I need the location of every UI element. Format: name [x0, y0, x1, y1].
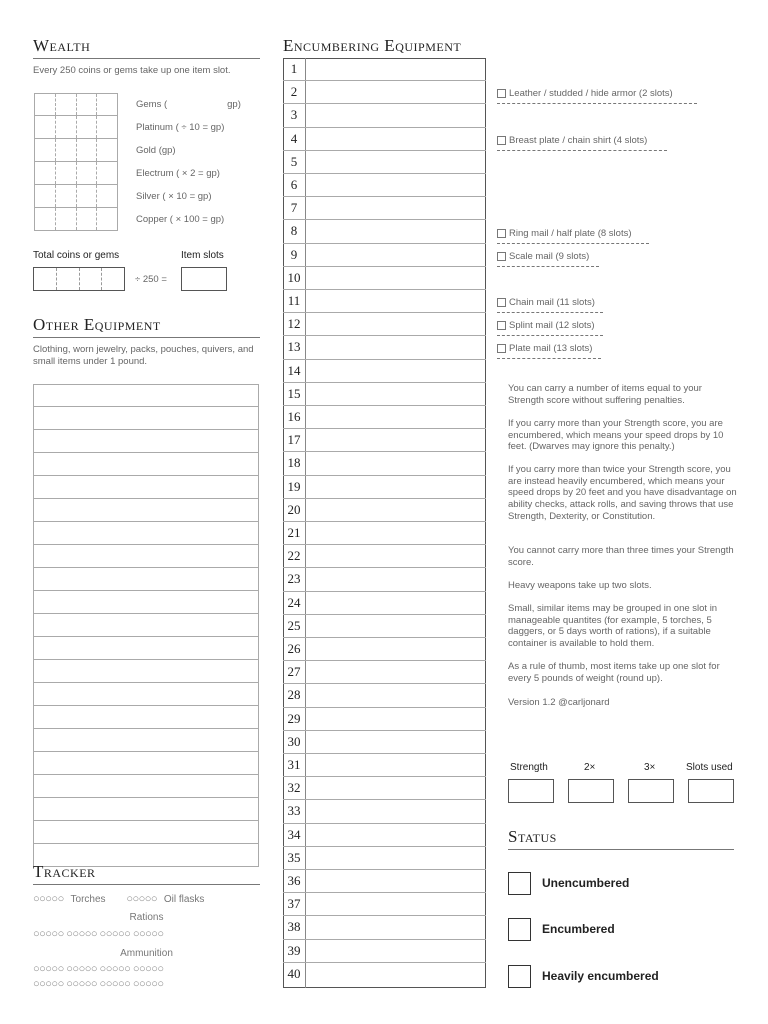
slot-number: 32: [283, 777, 305, 800]
slot-number: 24: [283, 592, 305, 615]
status-divider: [508, 849, 734, 850]
slot-entry[interactable]: [305, 940, 486, 963]
slot-entry[interactable]: [305, 244, 486, 267]
slot-number: 30: [283, 731, 305, 754]
checkbox-icon[interactable]: [497, 89, 506, 98]
slot-number: 3: [283, 104, 305, 127]
slot-entry[interactable]: [305, 151, 486, 174]
slot-entry[interactable]: [305, 429, 486, 452]
armor-breastplate[interactable]: Breast plate / chain shirt (4 slots): [497, 135, 647, 146]
heavily-encumbered-label: Heavily encumbered: [542, 969, 659, 983]
other-equipment-line[interactable]: [33, 545, 259, 568]
oil-label: Oil flasks: [163, 894, 205, 905]
total-coins-input[interactable]: [33, 267, 125, 291]
coin-label-electrum: Electrum ( × 2 = gp): [136, 168, 220, 179]
slot-entry[interactable]: [305, 708, 486, 731]
other-equipment-line[interactable]: [33, 614, 259, 637]
tracker-torches-oil-row: [33, 893, 204, 905]
wealth-divider: [33, 58, 260, 59]
version-label: Version 1.2 @carljonard: [508, 697, 610, 708]
slot-entry[interactable]: [305, 360, 486, 383]
unencumbered-label: Unencumbered: [542, 876, 630, 890]
note-encumbered: If you carry more than your Strength score, you are encumbered, which means your speed drops by 10 feet. (Dwarves may ignore this penalty.): [508, 418, 724, 453]
encumbering-title: Encumbering Equipment: [283, 36, 462, 55]
unencumbered-checkbox[interactable]: [508, 872, 531, 895]
slot-entry[interactable]: [305, 81, 486, 104]
other-equipment-line[interactable]: [33, 660, 259, 683]
slot-entry[interactable]: [305, 313, 486, 336]
strength-label: Strength: [510, 762, 548, 773]
torches-label: Torches: [70, 894, 106, 905]
checkbox-icon[interactable]: [497, 298, 506, 307]
slot-entry[interactable]: [305, 754, 486, 777]
checkbox-icon[interactable]: [497, 321, 506, 330]
armor-ringmail[interactable]: Ring mail / half plate (8 slots): [497, 228, 632, 239]
ammunition-circles-1[interactable]: ○○○○○ ○○○○○ ○○○○○ ○○○○○: [33, 963, 164, 975]
slot-number: 19: [283, 476, 305, 499]
other-equipment-line[interactable]: [33, 522, 259, 545]
encumbered-label: Encumbered: [542, 922, 615, 936]
armor-chainmail[interactable]: Chain mail (11 slots): [497, 297, 595, 308]
item-slots-label: Item slots: [181, 250, 224, 261]
slot-entry[interactable]: [305, 104, 486, 127]
oil-circles[interactable]: ○○○○○: [126, 893, 158, 905]
slot-entry[interactable]: [305, 545, 486, 568]
checkbox-icon[interactable]: [497, 136, 506, 145]
slot-number: 31: [283, 754, 305, 777]
armor-platemail-line: [497, 358, 601, 359]
slot-number: 21: [283, 522, 305, 545]
armor-splintmail[interactable]: Splint mail (12 slots): [497, 320, 595, 331]
slot-number: 15: [283, 383, 305, 406]
rations-label: Rations: [129, 912, 164, 923]
slot-number: 40: [287, 966, 301, 982]
slot-number: 10: [283, 267, 305, 290]
wealth-subtitle: Every 250 coins or gems take up one item slot.: [33, 65, 231, 76]
slot-number: 8: [283, 220, 305, 243]
slot-entry[interactable]: [305, 336, 486, 359]
armor-leather-line: [497, 103, 697, 104]
slot-number: 20: [283, 499, 305, 522]
slot-entry[interactable]: [305, 499, 486, 522]
slot-number: 7: [283, 197, 305, 220]
slot-entry[interactable]: [305, 661, 486, 684]
other-equipment-line[interactable]: [33, 775, 259, 798]
slot-number: 27: [283, 661, 305, 684]
slot-entry[interactable]: [305, 406, 486, 429]
coin-label-platinum: Platinum ( ÷ 10 = gp): [136, 122, 225, 133]
slot-number: 38: [283, 916, 305, 939]
heavily-encumbered-checkbox[interactable]: [508, 965, 531, 988]
tracker-title: Tracker: [33, 862, 96, 881]
coin-input-copper[interactable]: [34, 208, 118, 231]
other-equipment-title: Other Equipment: [33, 315, 161, 334]
slot-entry[interactable]: [305, 58, 486, 81]
slots-used-label: Slots used: [686, 762, 733, 773]
other-equipment-divider: [33, 337, 260, 338]
slot-number: 9: [283, 244, 305, 267]
slot-number: 34: [283, 824, 305, 847]
checkbox-icon[interactable]: [497, 252, 506, 261]
triple-strength-input[interactable]: [628, 779, 674, 803]
slot-entry[interactable]: [305, 893, 486, 916]
tracker-divider: [33, 884, 260, 885]
slot-number: 6: [283, 174, 305, 197]
note-strength: You can carry a number of items equal to your Strength score without suffering penalties.: [508, 383, 702, 406]
slot-entry[interactable]: [305, 128, 486, 151]
slot-number: 17: [283, 429, 305, 452]
slot-entry[interactable]: [305, 568, 486, 591]
slot-entry[interactable]: [305, 197, 486, 220]
slot-entry[interactable]: [305, 290, 486, 313]
slot-number: 36: [283, 870, 305, 893]
slot-number: 12: [283, 313, 305, 336]
slot-number: 1: [283, 58, 305, 81]
rations-circles[interactable]: ○○○○○ ○○○○○ ○○○○○ ○○○○○: [33, 928, 164, 940]
slot-number: 5: [283, 151, 305, 174]
slot-number: 35: [283, 847, 305, 870]
other-equipment-line[interactable]: [33, 407, 259, 430]
other-equipment-line[interactable]: [33, 499, 259, 522]
slot-number: 16: [283, 406, 305, 429]
slot-number: 28: [283, 684, 305, 707]
slot-number: 14: [283, 360, 305, 383]
other-equipment-subtitle: Clothing, worn jewelry, packs, pouches, quivers, and small items under 1 pound.: [33, 344, 254, 367]
slot-number: 33: [283, 800, 305, 823]
checkbox-icon[interactable]: [497, 229, 506, 238]
slot-entry[interactable]: [305, 800, 486, 823]
slot-number: 29: [283, 708, 305, 731]
coin-input-platinum[interactable]: [34, 116, 118, 139]
other-equipment-line[interactable]: [33, 453, 259, 476]
slot-entry[interactable]: [305, 476, 486, 499]
slot-entry[interactable]: [305, 615, 486, 638]
strength-input[interactable]: [508, 779, 554, 803]
slot-entry[interactable]: [305, 824, 486, 847]
armor-chainmail-line: [497, 312, 603, 313]
slot-number: 4: [283, 128, 305, 151]
double-label: 2×: [584, 762, 596, 773]
coin-input-electrum[interactable]: [34, 162, 118, 185]
coin-label-silver: Silver ( × 10 = gp): [136, 191, 212, 202]
slot-number: 11: [283, 290, 305, 313]
slot-entry[interactable]: [305, 963, 486, 986]
coin-label-gold: Gold (gp): [136, 145, 176, 156]
armor-breastplate-line: [497, 150, 667, 151]
other-equipment-line[interactable]: [33, 729, 259, 752]
other-equipment-line[interactable]: [33, 384, 259, 407]
wealth-title: Wealth: [33, 36, 91, 55]
item-slots-input[interactable]: [181, 267, 227, 291]
coin-input-silver[interactable]: [34, 185, 118, 208]
slot-entry[interactable]: [305, 638, 486, 661]
slot-number: 23: [283, 568, 305, 591]
slot-number: 2: [283, 81, 305, 104]
slot-entry[interactable]: [305, 267, 486, 290]
note-grouping: Small, similar items may be grouped in one slot in manageable quantites (for example, 5 torches, 5 daggers, or 5 days worth of rations), if a suitable container is available to hold them.: [508, 603, 718, 650]
other-equipment-line[interactable]: [33, 752, 259, 775]
armor-scalemail[interactable]: Scale mail (9 slots): [497, 251, 589, 262]
torches-circles[interactable]: ○○○○○: [33, 893, 64, 905]
slot-entry[interactable]: [305, 522, 486, 545]
armor-platemail[interactable]: Plate mail (13 slots): [497, 343, 592, 354]
other-equipment-line[interactable]: [33, 591, 259, 614]
slot-number: 26: [283, 638, 305, 661]
slot-number: 39: [283, 940, 305, 963]
note-heavily-encumbered: If you carry more than twice your Strength score, you are instead heavily encumbered, which means your speed drops by 20 feet and you have disadvantage on ability checks, attack rolls, and saving throws that use Strength, Dexterity, or Constitution.: [508, 464, 737, 522]
divide-label: ÷ 250 =: [135, 274, 167, 285]
coin-label-gems: Gems ( gp): [136, 99, 241, 110]
other-equipment-line[interactable]: [33, 476, 259, 499]
slot-entry[interactable]: [305, 174, 486, 197]
slot-number: 13: [283, 336, 305, 359]
slot-number: 25: [283, 615, 305, 638]
coin-label-copper: Copper ( × 100 = gp): [136, 214, 225, 225]
note-rule-of-thumb: As a rule of thumb, most items take up one slot for every 5 pounds of weight (round up).: [508, 661, 720, 684]
slot-entry[interactable]: [305, 847, 486, 870]
coin-input-gold[interactable]: [34, 139, 118, 162]
slot-number: 37: [283, 893, 305, 916]
ammunition-label: Ammunition: [120, 948, 173, 959]
other-equipment-line[interactable]: [33, 637, 259, 660]
other-equipment-line[interactable]: [33, 683, 259, 706]
slot-entry[interactable]: [305, 452, 486, 475]
slot-entry[interactable]: [305, 731, 486, 754]
armor-leather[interactable]: Leather / studded / hide armor (2 slots): [497, 88, 673, 99]
coin-input-gems[interactable]: [34, 93, 118, 116]
status-title: Status: [508, 827, 557, 846]
slot-entry[interactable]: [305, 592, 486, 615]
other-equipment-line[interactable]: [33, 706, 259, 729]
other-equipment-line[interactable]: [33, 430, 259, 453]
armor-scalemail-line: [497, 266, 599, 267]
ammunition-circles-2[interactable]: ○○○○○ ○○○○○ ○○○○○ ○○○○○: [33, 978, 164, 990]
checkbox-icon[interactable]: [497, 344, 506, 353]
slot-entry[interactable]: [305, 383, 486, 406]
armor-splintmail-line: [497, 335, 603, 336]
other-equipment-line[interactable]: [33, 821, 259, 844]
slot-entry[interactable]: [305, 684, 486, 707]
slot-entry[interactable]: [305, 870, 486, 893]
slot-entry[interactable]: [305, 916, 486, 939]
slot-entry[interactable]: [305, 220, 486, 243]
other-equipment-line[interactable]: [33, 798, 259, 821]
slot-entry[interactable]: [305, 777, 486, 800]
slot-number: 18: [283, 452, 305, 475]
triple-label: 3×: [644, 762, 656, 773]
encumbered-checkbox[interactable]: [508, 918, 531, 941]
armor-ringmail-line: [497, 243, 649, 244]
note-heavy-weapons: Heavy weapons take up two slots.: [508, 580, 652, 591]
slots-used-input[interactable]: [688, 779, 734, 803]
slot-number: 22: [283, 545, 305, 568]
total-coins-label: Total coins or gems: [33, 250, 120, 261]
note-max-carry: You cannot carry more than three times your Strength score.: [508, 545, 734, 568]
double-strength-input[interactable]: [568, 779, 614, 803]
other-equipment-line[interactable]: [33, 568, 259, 591]
